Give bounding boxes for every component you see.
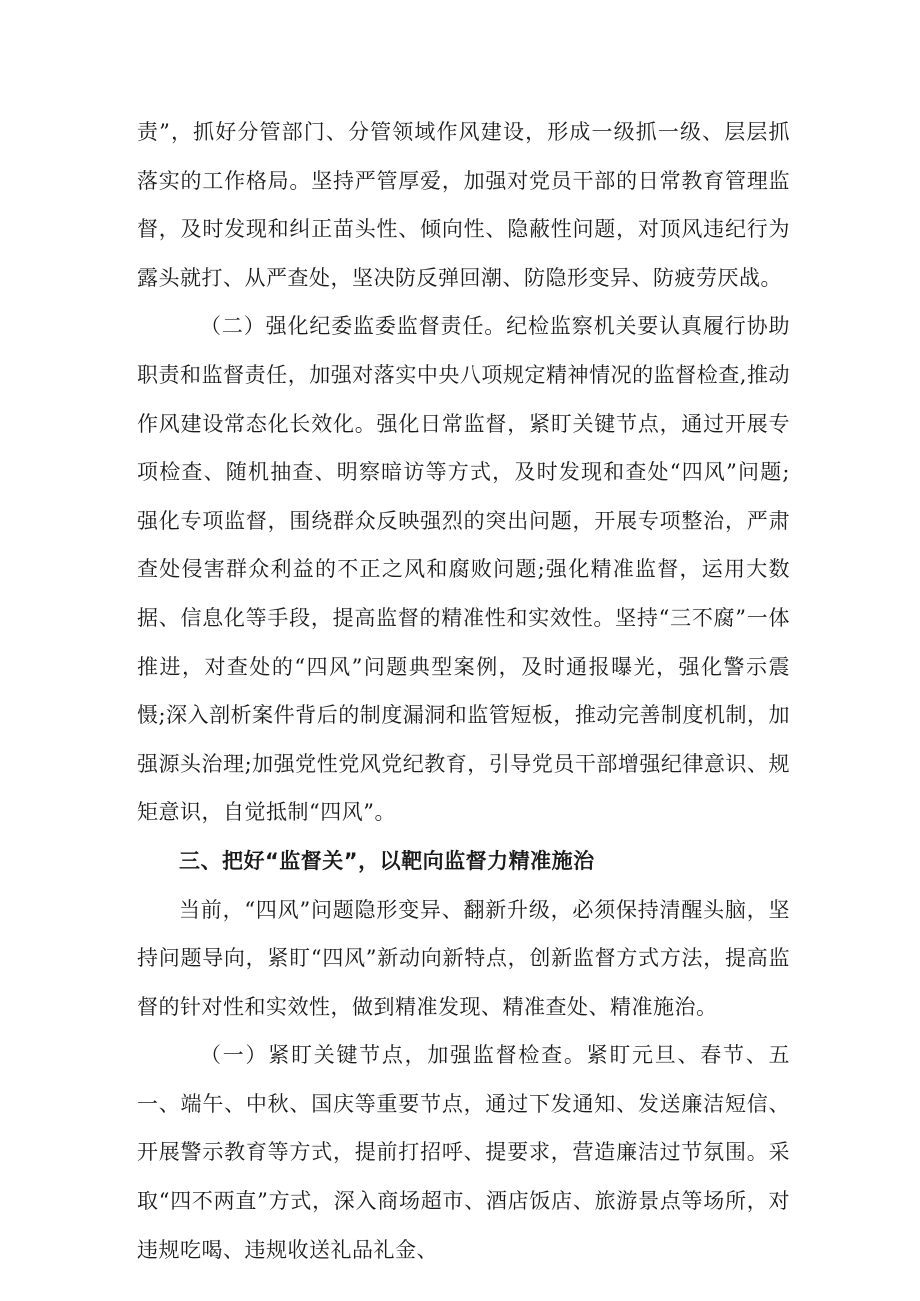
section-heading: 三、把好“监督关”，以靶向监督力精准施治 — [179, 848, 595, 873]
paragraph-supervision-responsibility: （二）强化纪委监委监督责任。纪检监察机关要认真履行协助职责和监督责任，加强对落实中央八项规定精神情况的监督检查,推动作风建设常态化长效化。强化日常监督，紧盯关键节点，通过开展专项检查、随机抽查、明察暗访等方式，及时发现和查处“四风”问题;强化专项监督，围绕群众反映强烈的突出问题，开展专项整治，严肃查处侵害群众利益的不正之风和腐败问题;强化精准监督，运用大数据、信息化等手段，提高监督的精准性和实效性。坚持“三不腐”一体推进，对查处的“四风”问题典型案例，及时通报曝光，强化警示震慑;深入剖析案件背后的制度漏洞和监管短板，推动完善制度机制，加强源头治理;加强党性党风党纪教育，引导党员干部增强纪律意识、规矩意识，自觉抵制“四风”。 — [137, 314, 790, 825]
paragraph-key-nodes: （一）紧盯关键节点，加强监督检查。紧盯元旦、春节、五一、端午、中秋、国庆等重要节点，通过下发通知、发送廉洁短信、开展警示教育等方式，提前打招呼、提要求，营造廉洁过节氛围。采取“四不两直”方式，深入商场超市、酒店饭店、旅游景点等场所，对违规吃喝、违规收送礼品礼金、 — [137, 1043, 790, 1262]
document-page — [137, 108, 790, 1274]
paragraph-continuation: 责”，抓好分管部门、分管领域作风建设，形成一级抓一级、层层抓落实的工作格局。坚持严管厚爱，加强对党员干部的日常教育管理监督，及时发现和纠正苗头性、倾向性、隐蔽性问题，对顶风违纪行为露头就打、从严查处，坚决防反弹回潮、防隐形变异、防疲劳厌战。 — [137, 120, 790, 290]
paragraph-intro: 当前，“四风”问题隐形变异、翻新升级，必须保持清醒头脑，坚持问题导向，紧盯“四风”新动向新特点，创新监督方式方法，提高监督的针对性和实效性，做到精准发现、精准查处、精准施治。 — [137, 897, 790, 1019]
